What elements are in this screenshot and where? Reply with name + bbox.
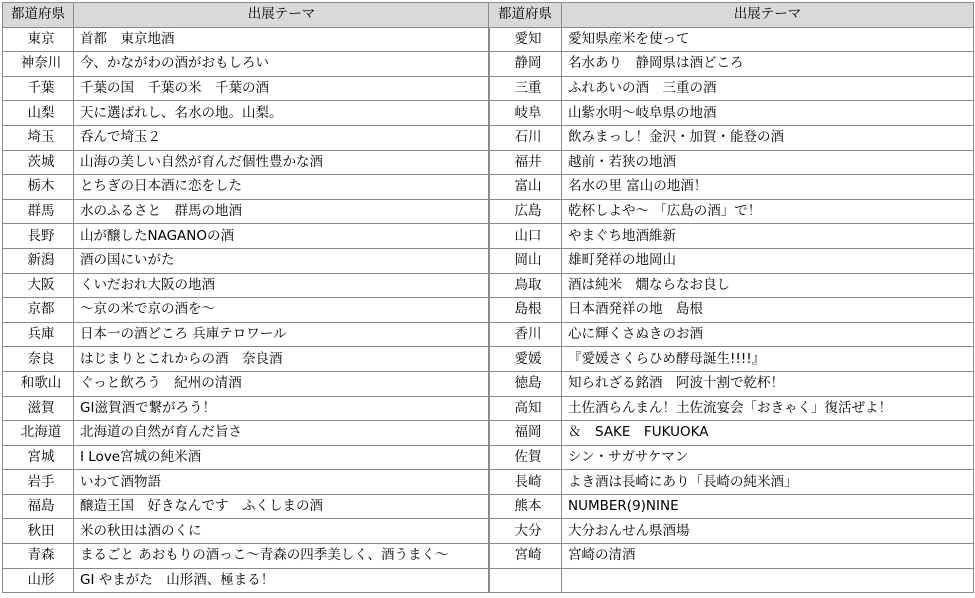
right-table-body	[489, 27, 974, 593]
prefecture-cell: 岐阜	[489, 101, 562, 126]
table-row	[489, 371, 974, 396]
table-row	[3, 76, 490, 101]
theme-cell: 酒は純米 燗ならなお良し	[562, 273, 974, 298]
table-row	[489, 125, 974, 150]
theme-cell: いわて酒物語	[74, 470, 490, 495]
theme-cell: 日本一の酒どころ 兵庫テロワール	[74, 322, 490, 347]
theme-cell: 米の秋田は酒のくに	[74, 519, 490, 544]
left-theme-table	[2, 2, 490, 593]
theme-cell: 愛知県産米を使って	[562, 27, 974, 52]
theme-cell: 宮崎の清酒	[562, 544, 974, 569]
table-row	[3, 494, 490, 519]
prefecture-cell: 栃木	[3, 175, 74, 200]
prefecture-cell: 石川	[489, 125, 562, 150]
prefecture-cell: 広島	[489, 199, 562, 224]
prefecture-cell: 群馬	[3, 199, 74, 224]
theme-cell: ～京の米で京の酒を～	[74, 298, 490, 323]
table-row	[3, 347, 490, 372]
prefecture-cell: 福島	[3, 494, 74, 519]
prefecture-cell: 埼玉	[3, 125, 74, 150]
prefecture-cell: 山梨	[3, 101, 74, 126]
theme-cell: ふれあいの酒 三重の酒	[562, 76, 974, 101]
table-row	[489, 52, 974, 77]
prefecture-cell: 香川	[489, 322, 562, 347]
theme-cell: とちぎの日本酒に恋をした	[74, 175, 490, 200]
left-table-body	[3, 27, 490, 593]
prefecture-cell: 秋田	[3, 519, 74, 544]
theme-cell: 知られざる銘酒 阿波十割で乾杯！	[562, 371, 974, 396]
table-row	[3, 150, 490, 175]
theme-cell: 乾杯しよや～ 「広島の酒」で！	[562, 199, 974, 224]
theme-cell: よき酒は長崎にあり「長崎の純米酒」	[562, 470, 974, 495]
theme-cell: 山紫水明～岐阜県の地酒	[562, 101, 974, 126]
prefecture-cell: 島根	[489, 298, 562, 323]
prefecture-cell: 大阪	[3, 273, 74, 298]
table-row	[489, 347, 974, 372]
table-row	[3, 421, 490, 446]
theme-cell: 大分おんせん県酒場	[562, 519, 974, 544]
prefecture-cell: 愛媛	[489, 347, 562, 372]
prefecture-cell: 山形	[3, 568, 74, 593]
prefecture-cell: 静岡	[489, 52, 562, 77]
table-row	[3, 322, 490, 347]
theme-cell: 北海道の自然が育んだ旨さ	[74, 421, 490, 446]
header-theme: 出展テーマ	[562, 3, 974, 28]
prefecture-cell: 茨城	[3, 150, 74, 175]
table-row	[489, 175, 974, 200]
prefecture-cell: 愛知	[489, 27, 562, 52]
theme-cell: NUMBER(9)NINE	[562, 494, 974, 519]
prefecture-cell: 鳥取	[489, 273, 562, 298]
table-row	[3, 224, 490, 249]
prefecture-cell: 東京	[3, 27, 74, 52]
table-row	[489, 470, 974, 495]
theme-cell: I Love宮城の純米酒	[74, 445, 490, 470]
table-row	[3, 470, 490, 495]
prefecture-cell: 兵庫	[3, 322, 74, 347]
prefecture-cell: 新潟	[3, 248, 74, 273]
prefecture-cell: 長野	[3, 224, 74, 249]
prefecture-cell: 宮崎	[489, 544, 562, 569]
table-row	[3, 371, 490, 396]
prefecture-cell: 神奈川	[3, 52, 74, 77]
theme-cell: 名水の里 富山の地酒！	[562, 175, 974, 200]
table-row	[489, 494, 974, 519]
theme-cell: 山海の美しい自然が育んだ個性豊かな酒	[74, 150, 490, 175]
prefecture-cell: 滋賀	[3, 396, 74, 421]
theme-cell: シン・サガサケマン	[562, 445, 974, 470]
table-row	[3, 101, 490, 126]
table-row	[3, 445, 490, 470]
theme-cell: 呑んで埼玉２	[74, 125, 490, 150]
table-row	[3, 519, 490, 544]
theme-cell: 千葉の国 千葉の米 千葉の酒	[74, 76, 490, 101]
prefecture-cell: 佐賀	[489, 445, 562, 470]
table-row	[489, 568, 974, 593]
table-row	[489, 150, 974, 175]
prefecture-cell: 千葉	[3, 76, 74, 101]
theme-cell: ＆ SAKE FUKUOKA	[562, 421, 974, 446]
table-row	[489, 421, 974, 446]
prefecture-cell: 岡山	[489, 248, 562, 273]
header-theme: 出展テーマ	[74, 3, 490, 28]
theme-cell: 山が醸したNAGANOの酒	[74, 224, 490, 249]
theme-cell: 越前・若狭の地酒	[562, 150, 974, 175]
theme-cell: ぐっと飲ろう 紀州の清酒	[74, 371, 490, 396]
header-row	[489, 3, 974, 28]
table-row	[489, 519, 974, 544]
prefecture-cell: 宮城	[3, 445, 74, 470]
prefecture-cell: 青森	[3, 544, 74, 569]
theme-cell	[562, 568, 974, 593]
prefecture-cell: 富山	[489, 175, 562, 200]
theme-cell: 名水あり 静岡県は酒どころ	[562, 52, 974, 77]
prefecture-cell: 徳島	[489, 371, 562, 396]
theme-cell: 天に選ばれし、名水の地。山梨。	[74, 101, 490, 126]
prefecture-cell: 奈良	[3, 347, 74, 372]
theme-cell: 醸造王国 好きなんです ふくしまの酒	[74, 494, 490, 519]
prefecture-cell: 長崎	[489, 470, 562, 495]
theme-cell: 雄町発祥の地岡山	[562, 248, 974, 273]
header-prefecture: 都道府県	[489, 3, 562, 28]
prefecture-cell: 高知	[489, 396, 562, 421]
header-prefecture: 都道府県	[3, 3, 74, 28]
theme-cell: 今、かながわの酒がおもしろい	[74, 52, 490, 77]
theme-cell: GI やまがた 山形酒、極まる！	[74, 568, 490, 593]
theme-cell: 酒の国にいがた	[74, 248, 490, 273]
table-row	[489, 273, 974, 298]
theme-cell: 首都 東京地酒	[74, 27, 490, 52]
right-theme-table	[488, 2, 974, 593]
table-row	[3, 52, 490, 77]
theme-cell: GI滋賀酒で繋がろう！	[74, 396, 490, 421]
table-row	[3, 298, 490, 323]
table-row	[489, 544, 974, 569]
table-row	[3, 273, 490, 298]
table-row	[3, 175, 490, 200]
header-row	[3, 3, 490, 28]
table-row	[489, 101, 974, 126]
table-row	[489, 224, 974, 249]
prefecture-cell: 山口	[489, 224, 562, 249]
prefecture-cell: 北海道	[3, 421, 74, 446]
prefecture-cell	[489, 568, 562, 593]
table-row	[3, 248, 490, 273]
prefecture-cell: 和歌山	[3, 371, 74, 396]
table-row	[3, 125, 490, 150]
table-row	[489, 298, 974, 323]
theme-cell: 飲みまっし！金沢・加賀・能登の酒	[562, 125, 974, 150]
theme-cell: 心に輝くさぬきのお酒	[562, 322, 974, 347]
theme-cell: くいだおれ大阪の地酒	[74, 273, 490, 298]
table-row	[3, 568, 490, 593]
theme-cell: はじまりとこれからの酒 奈良酒	[74, 347, 490, 372]
table-row	[3, 27, 490, 52]
theme-cell: 日本酒発祥の地 島根	[562, 298, 974, 323]
prefecture-cell: 熊本	[489, 494, 562, 519]
prefecture-cell: 京都	[3, 298, 74, 323]
theme-cell: まるごと あおもりの酒っこ～青森の四季美しく、酒うまく～	[74, 544, 490, 569]
theme-cell: 『愛媛さくらひめ酵母誕生!!!!』	[562, 347, 974, 372]
prefecture-cell: 三重	[489, 76, 562, 101]
table-row	[489, 445, 974, 470]
prefecture-cell: 福井	[489, 150, 562, 175]
theme-cell: やまぐち地酒維新	[562, 224, 974, 249]
table-row	[3, 544, 490, 569]
table-row	[3, 199, 490, 224]
table-row	[489, 199, 974, 224]
prefecture-cell: 大分	[489, 519, 562, 544]
theme-cell: 水のふるさと 群馬の地酒	[74, 199, 490, 224]
table-row	[3, 396, 490, 421]
table-row	[489, 322, 974, 347]
prefecture-cell: 福岡	[489, 421, 562, 446]
table-row	[489, 248, 974, 273]
prefecture-cell: 岩手	[3, 470, 74, 495]
theme-cell: 土佐酒らんまん！土佐流宴会「おきゃく」復活ぜよ！	[562, 396, 974, 421]
table-row	[489, 396, 974, 421]
table-row	[489, 27, 974, 52]
table-row	[489, 76, 974, 101]
